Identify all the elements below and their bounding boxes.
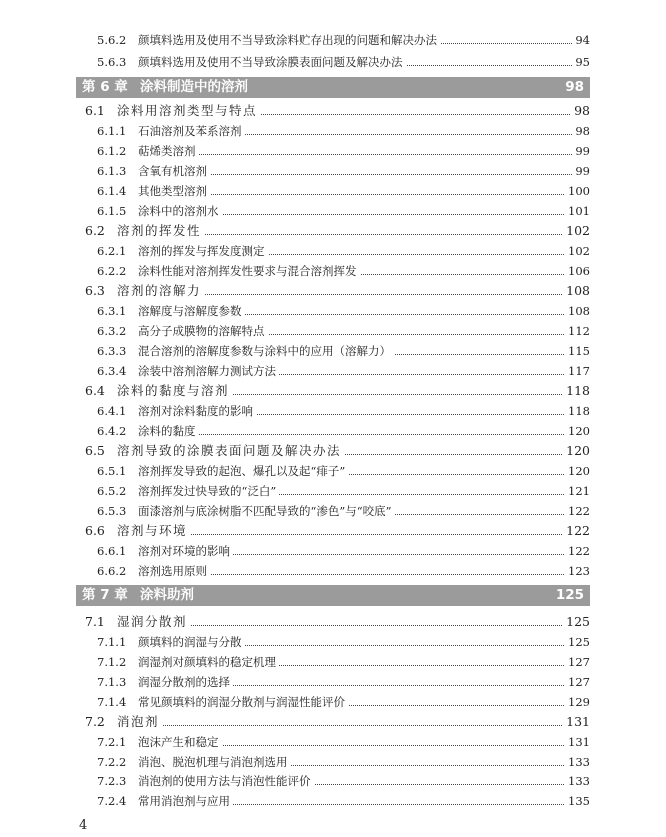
entry-title: 润湿分散剂的选择 — [138, 672, 233, 692]
entry-page: 108 — [565, 301, 590, 321]
entry-page: 106 — [565, 261, 590, 281]
entry-page: 118 — [563, 381, 590, 401]
entry-title: 颜填料选用及使用不当导致涂料贮存出现的问题和解决办法 — [138, 30, 440, 50]
section-entry — [0, 281, 666, 301]
entry-page: 99 — [572, 141, 590, 161]
entry-title: 溶剂的溶解力 — [117, 281, 204, 301]
entry-title: 溶剂与环境 — [117, 521, 190, 541]
entry-title: 溶剂导致的涂膜表面问题及解决办法 — [117, 441, 344, 461]
entry-title: 涂料的黏度 — [138, 421, 199, 441]
entry-number: 7.1.3 — [97, 675, 127, 689]
entry-page: 123 — [565, 561, 590, 581]
subsection-entry — [0, 632, 666, 652]
section-entry — [0, 101, 666, 121]
entry-title: 溶剂挥发过快导致的“泛白” — [138, 481, 279, 501]
entry-page: 120 — [565, 461, 590, 481]
entry-title: 溶剂对涂料黏度的影响 — [138, 401, 256, 421]
entry-number: 6.3 — [85, 283, 105, 298]
entry-number: 6.6 — [85, 523, 105, 538]
entry-number: 5.6.2 — [97, 33, 127, 47]
subsection-entry — [0, 341, 666, 361]
subsection-entry — [0, 301, 666, 321]
subsection-entry — [0, 421, 666, 441]
entry-page: 117 — [565, 361, 590, 381]
entry-page: 120 — [565, 421, 590, 441]
entry-title: 颜填料选用及使用不当导致涂膜表面问题及解决办法 — [138, 52, 406, 72]
entry-number: 6.1.1 — [97, 124, 127, 138]
subsection-entry — [0, 401, 666, 421]
entry-page: 131 — [563, 712, 590, 732]
chapter-title: 涂料制造中的溶剂 — [140, 79, 248, 95]
entry-number: 6.1.3 — [97, 164, 127, 178]
entry-page: 135 — [565, 791, 590, 811]
entry-title: 常用消泡剂与应用 — [138, 791, 233, 811]
entry-title: 涂料用溶剂类型与特点 — [117, 101, 260, 121]
entry-number: 5.6.3 — [97, 55, 127, 69]
subsection-entry — [0, 361, 666, 381]
entry-title: 涂装中溶剂溶解力测试方法 — [138, 361, 279, 381]
subsection-entry — [0, 181, 666, 201]
entry-title: 消泡剂的使用方法与消泡性能评价 — [138, 771, 314, 791]
entry-page: 98 — [571, 101, 590, 121]
entry-number: 6.1.5 — [97, 204, 127, 218]
entry-page: 127 — [565, 652, 590, 672]
entry-title: 消泡、脱泡机理与消泡剂选用 — [138, 752, 291, 772]
chapter-page: 125 — [555, 587, 584, 603]
entry-title: 含氧有机溶剂 — [138, 161, 210, 181]
entry-page: 102 — [565, 241, 590, 261]
entry-number: 7.2.1 — [97, 735, 127, 749]
entry-page: 99 — [572, 161, 590, 181]
section-entry — [0, 441, 666, 461]
chapter-heading — [76, 77, 590, 98]
entry-page: 108 — [563, 281, 590, 301]
chapter-label: 第 6 章 — [82, 79, 128, 95]
entry-title: 石油溶剂及苯系溶剂 — [138, 121, 245, 141]
entry-page: 125 — [563, 612, 590, 632]
entry-number: 6.6.1 — [97, 544, 127, 558]
chapter-title: 涂料助剂 — [140, 587, 194, 603]
entry-number: 7.1.2 — [97, 655, 127, 669]
subsection-entry — [0, 652, 666, 672]
entry-page: 125 — [565, 632, 590, 652]
entry-number: 7.1.1 — [97, 635, 127, 649]
entry-number: 6.2 — [85, 223, 105, 238]
entry-number: 6.3.4 — [97, 364, 127, 378]
entry-title: 高分子成膜物的溶解特点 — [138, 321, 268, 341]
entry-title: 常见颜填料的润湿分散剂与润湿性能评价 — [138, 692, 348, 712]
chapter-heading — [76, 585, 590, 606]
entry-number: 7.1.4 — [97, 695, 127, 709]
entry-number: 7.2 — [85, 714, 105, 729]
entry-page: 122 — [565, 501, 590, 521]
subsection-entry — [0, 30, 666, 50]
entry-title: 萜烯类溶剂 — [138, 141, 199, 161]
entry-number: 6.5.2 — [97, 484, 127, 498]
entry-page: 122 — [563, 521, 590, 541]
entry-number: 6.3.1 — [97, 304, 127, 318]
entry-number: 6.4 — [85, 383, 105, 398]
entry-title: 湿润分散剂 — [117, 612, 190, 632]
entry-page: 129 — [565, 692, 590, 712]
entry-page: 112 — [565, 321, 590, 341]
subsection-entry — [0, 752, 666, 772]
entry-page: 127 — [565, 672, 590, 692]
subsection-entry — [0, 501, 666, 521]
section-entry — [0, 712, 666, 732]
subsection-entry — [0, 791, 666, 811]
entry-title: 溶剂的挥发与挥发度测定 — [138, 241, 268, 261]
entry-page: 100 — [565, 181, 590, 201]
entry-title: 泡沫产生和稳定 — [138, 732, 222, 752]
entry-page: 118 — [565, 401, 590, 421]
entry-number: 6.2.1 — [97, 244, 127, 258]
subsection-entry — [0, 241, 666, 261]
subsection-entry — [0, 672, 666, 692]
entry-number: 7.2.2 — [97, 755, 127, 769]
entry-number: 6.3.2 — [97, 324, 127, 338]
subsection-entry — [0, 52, 666, 72]
dot-leader — [140, 154, 586, 155]
subsection-entry — [0, 261, 666, 281]
entry-number: 6.5 — [85, 443, 105, 458]
subsection-entry — [0, 121, 666, 141]
entry-page: 94 — [572, 30, 590, 50]
subsection-entry — [0, 141, 666, 161]
entry-number: 6.3.3 — [97, 344, 127, 358]
entry-title: 颜填料的润湿与分散 — [138, 632, 245, 652]
section-entry — [0, 221, 666, 241]
entry-title: 消泡剂 — [117, 712, 162, 732]
entry-page: 133 — [565, 771, 590, 791]
entry-title: 溶剂对环境的影响 — [138, 541, 233, 561]
entry-number: 7.2.4 — [97, 794, 127, 808]
entry-title: 溶解度与溶解度参数 — [138, 301, 245, 321]
subsection-entry — [0, 561, 666, 581]
subsection-entry — [0, 692, 666, 712]
entry-number: 6.5.3 — [97, 504, 127, 518]
entry-page: 102 — [563, 221, 590, 241]
entry-number: 6.2.2 — [97, 264, 127, 278]
entry-page: 95 — [572, 52, 590, 72]
entry-number: 6.4.1 — [97, 404, 127, 418]
dot-leader — [120, 725, 586, 726]
subsection-entry — [0, 161, 666, 181]
section-entry — [0, 381, 666, 401]
entry-page: 133 — [565, 752, 590, 772]
entry-title: 涂料的黏度与溶剂 — [117, 381, 232, 401]
subsection-entry — [0, 481, 666, 501]
subsection-entry — [0, 201, 666, 221]
entry-title: 润湿剂对颜填料的稳定机理 — [138, 652, 279, 672]
section-entry — [0, 612, 666, 632]
entry-page: 101 — [565, 201, 590, 221]
entry-page: 122 — [565, 541, 590, 561]
entry-number: 6.1.2 — [97, 144, 127, 158]
dot-leader — [140, 434, 586, 435]
subsection-entry — [0, 771, 666, 791]
subsection-entry — [0, 732, 666, 752]
entry-number: 7.2.3 — [97, 774, 127, 788]
entry-title: 涂料性能对溶剂挥发性要求与混合溶剂挥发 — [138, 261, 360, 281]
entry-page: 115 — [565, 341, 590, 361]
entry-title: 溶剂的挥发性 — [117, 221, 204, 241]
entry-number: 6.5.1 — [97, 464, 127, 478]
entry-title: 溶剂选用原则 — [138, 561, 210, 581]
entry-title: 混合溶剂的溶解度参数与涂料中的应用（溶解力） — [138, 341, 394, 361]
entry-number: 6.4.2 — [97, 424, 127, 438]
section-entry — [0, 521, 666, 541]
entry-page: 121 — [565, 481, 590, 501]
chapter-label: 第 7 章 — [82, 587, 128, 603]
entry-number: 6.1.4 — [97, 184, 127, 198]
entry-title: 其他类型溶剂 — [138, 181, 210, 201]
entry-title: 溶剂挥发导致的起泡、爆孔以及起“痱子” — [138, 461, 348, 481]
entry-number: 6.1 — [85, 103, 105, 118]
page-number: 4 — [79, 818, 88, 833]
entry-title: 面漆溶剂与底涂树脂不匹配导致的“渗色”与“咬底” — [138, 501, 395, 521]
entry-page: 98 — [572, 121, 590, 141]
subsection-entry — [0, 321, 666, 341]
entry-number: 6.6.2 — [97, 564, 127, 578]
entry-page: 131 — [565, 732, 590, 752]
subsection-entry — [0, 461, 666, 481]
entry-page: 120 — [563, 441, 590, 461]
entry-title: 涂料中的溶剂水 — [138, 201, 222, 221]
subsection-entry — [0, 541, 666, 561]
chapter-page: 98 — [565, 79, 584, 95]
entry-number: 7.1 — [85, 614, 105, 629]
